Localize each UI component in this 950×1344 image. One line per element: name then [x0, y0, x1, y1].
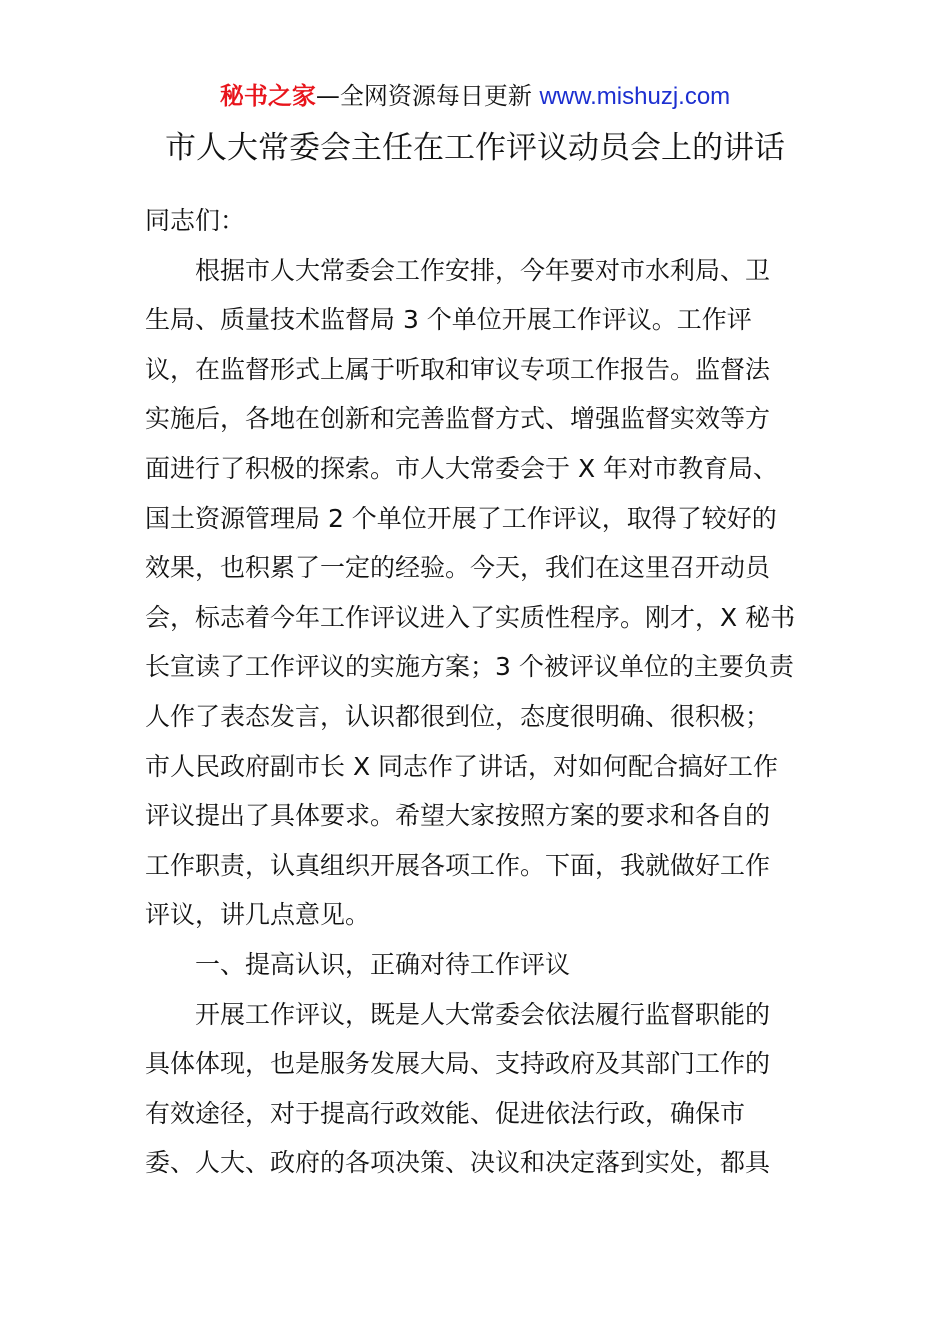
paragraph-line: 实施后，各地在创新和完善监督方式、增强监督实效等方 [145, 404, 771, 434]
paragraph-line: 会，标志着今年工作评议进入了实质性程序。刚才，X 秘书 [145, 602, 796, 632]
paragraph-line: 工作职责，认真组织开展各项工作。下面，我就做好工作 [145, 850, 771, 880]
section-heading: 一、提高认识，正确对待工作评议 [195, 949, 571, 979]
paragraph-line: 面进行了积极的探索。市人大常委会于 X 年对市教育局、 [145, 453, 779, 483]
paragraph-line: 委、人大、政府的各项决策、决议和决定落到实处，都具 [145, 1148, 771, 1178]
paragraph-line: 人作了表态发言，认识都很到位，态度很明确、很积极； [145, 701, 771, 731]
paragraph-line: 市人民政府副市长 X 同志作了讲话，对如何配合搞好工作 [145, 751, 779, 781]
document-body [145, 196, 825, 1188]
brand-name: 秘书之家 [219, 82, 316, 110]
site-url-link[interactable]: www.mishuzj.com [539, 83, 731, 110]
paragraph-line: 国土资源管理局 2 个单位开展了工作评议，取得了较好的 [145, 503, 777, 533]
paragraph-line: 具体体现，也是服务发展大局、支持政府及其部门工作的 [145, 1049, 771, 1079]
document-title: 市人大常委会主任在工作评议动员会上的讲话 [165, 130, 785, 166]
paragraph-line: 评议提出了具体要求。希望大家按照方案的要求和各自的 [145, 801, 771, 831]
paragraph-line: 生局、质量技术监督局 3 个单位开展工作评议。工作评 [145, 305, 752, 335]
paragraph-line: 开展工作评议，既是人大常委会依法履行监督职能的 [195, 999, 771, 1029]
paragraph-line: 长宣读了工作评议的实施方案；3 个被评议单位的主要负责 [145, 652, 794, 682]
salutation: 同志们： [145, 206, 246, 235]
site-header [0, 80, 950, 113]
paragraph-line: 议，在监督形式上属于听取和审议专项工作报告。监督法 [145, 354, 771, 384]
paragraph-line: 效果，也积累了一定的经验。今天，我们在这里召开动员 [145, 553, 771, 583]
paragraph-line: 有效途径，对于提高行政效能、促进依法行政，确保市 [145, 1098, 746, 1128]
paragraph-line: 评议，讲几点意见。 [145, 900, 371, 930]
paragraph-line: 根据市人大常委会工作安排，今年要对市水利局、卫 [195, 255, 771, 285]
header-tagline: —全网资源每日更新 [315, 82, 540, 110]
